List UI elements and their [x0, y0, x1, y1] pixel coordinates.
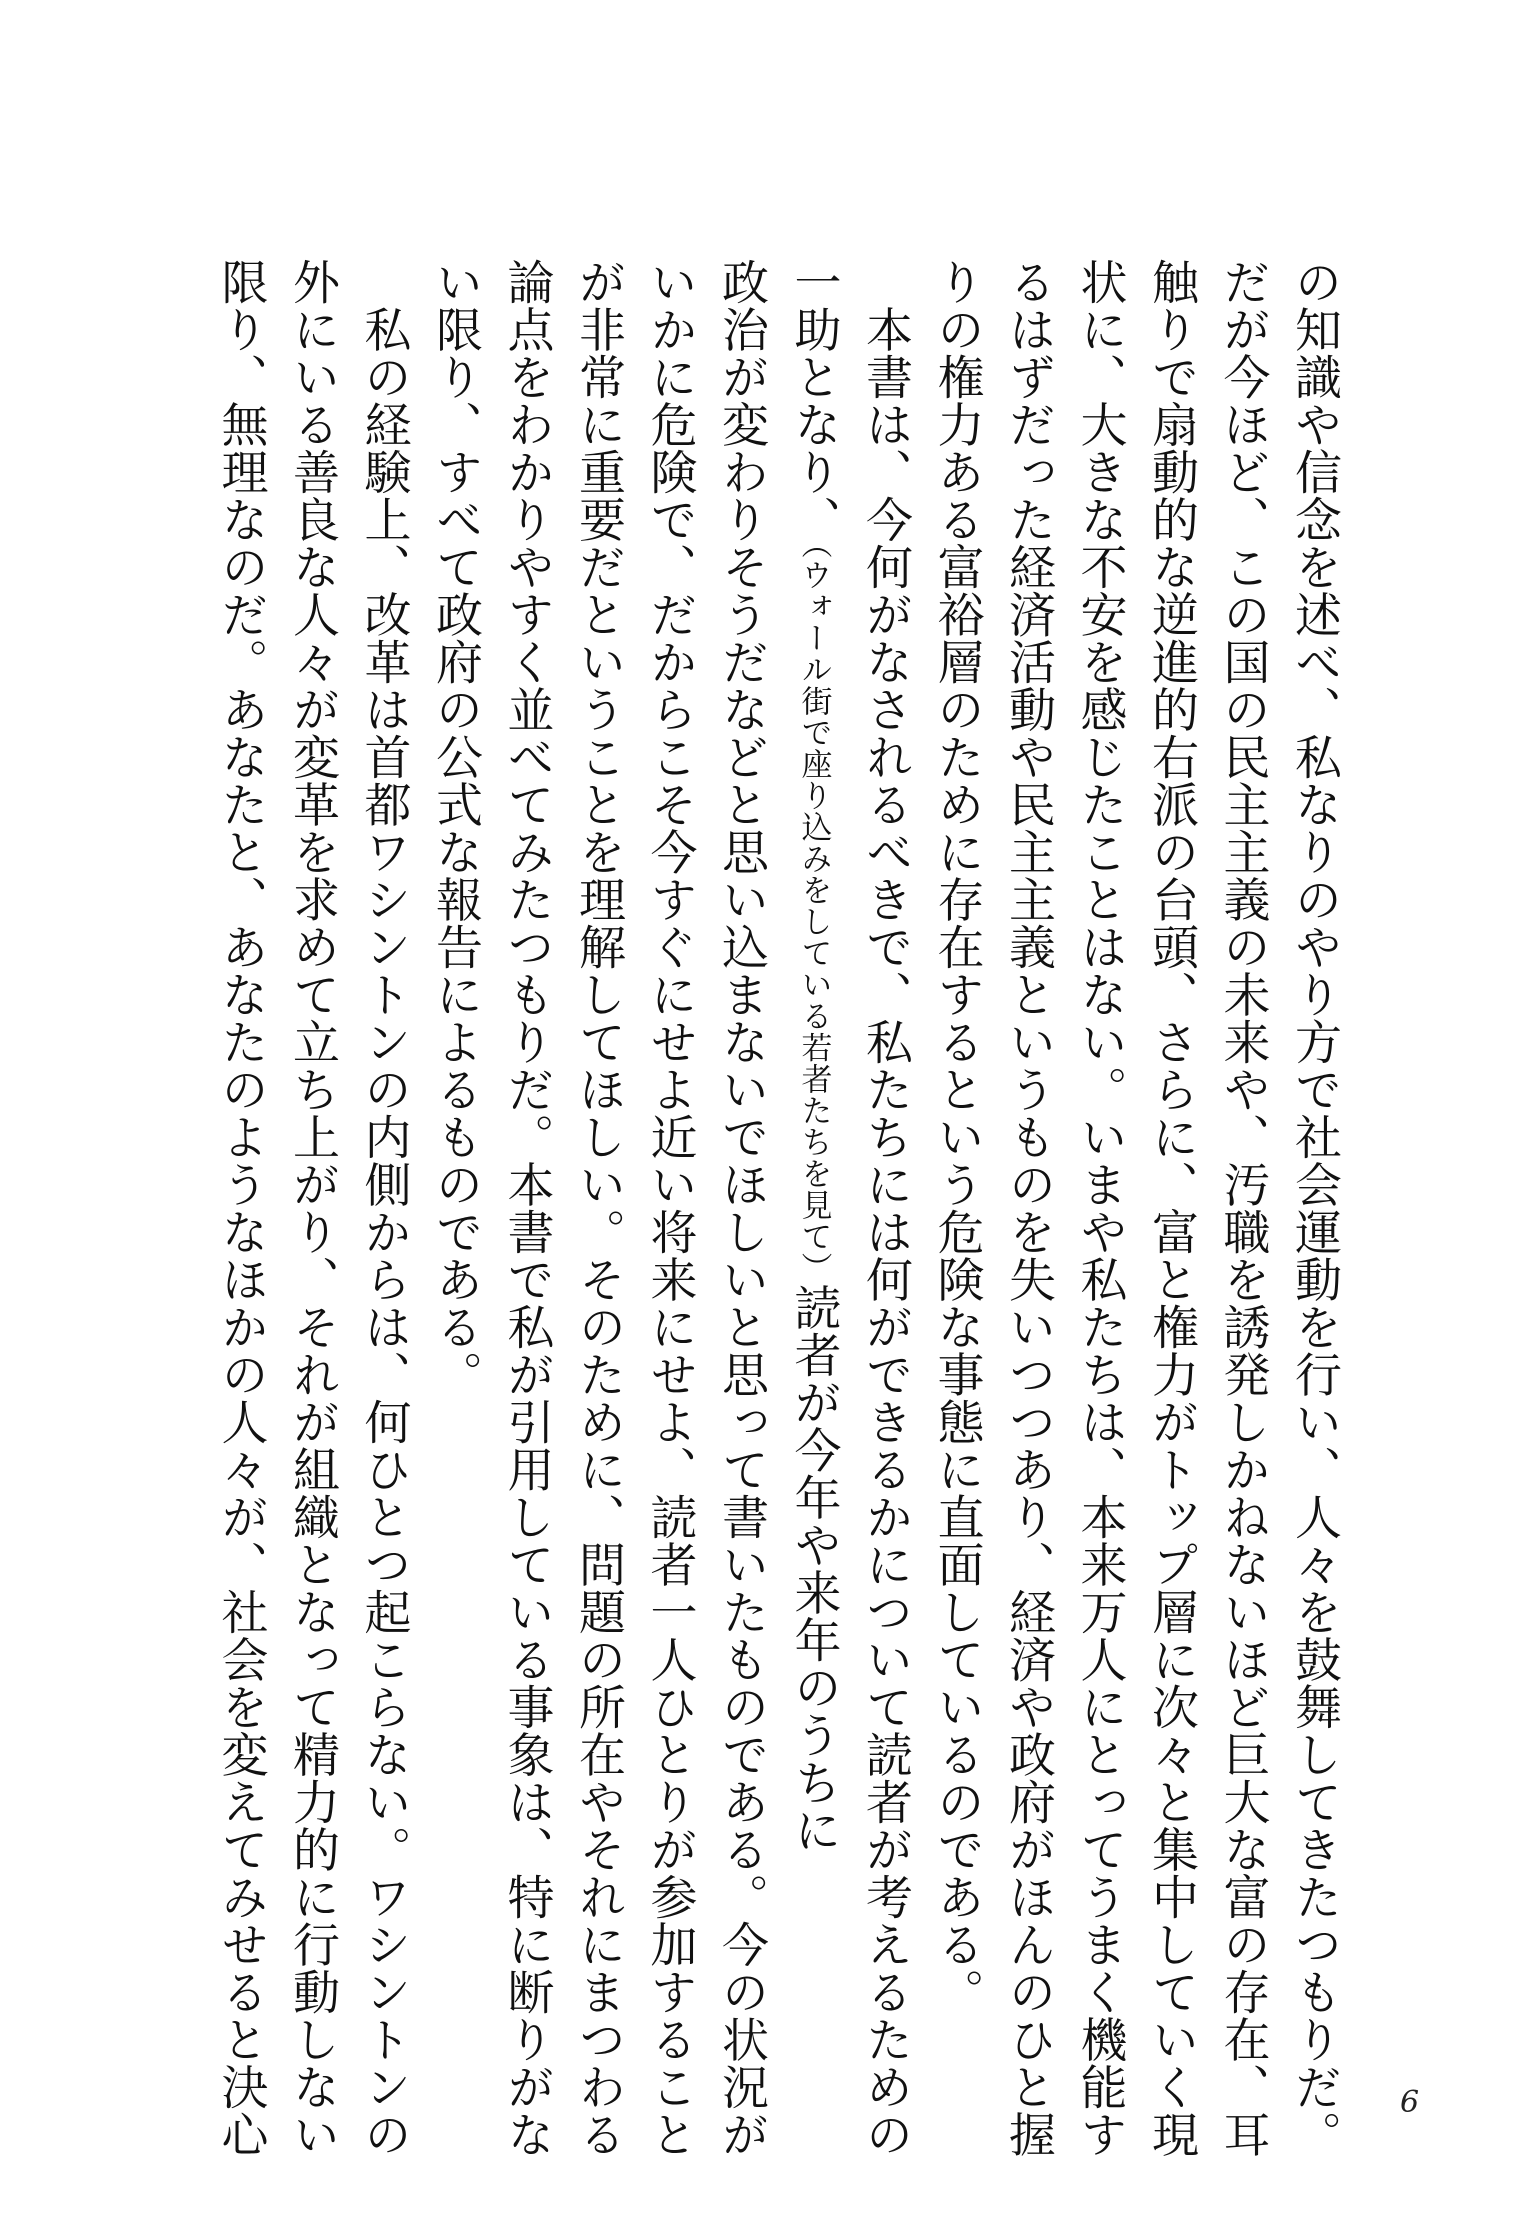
text-line: 本書は、今何がなされるべきで、私たちには何ができるかについて読者が考えるための [858, 258, 913, 2158]
text-line: 外にいる善良な人々が変革を求めて立ち上がり、それが組織となって精力的に行動しない [285, 258, 340, 2158]
text-segment: 一助となり、 [786, 258, 842, 543]
parenthetical-note: （ウォール街で座り込みをしている若者たちを見て） [795, 543, 832, 1284]
text-line: るはずだった経済活動や民主主義というものを失いつつあり、経済や政府がほんのひと握 [1001, 258, 1056, 2158]
text-line: の知識や信念を述べ、私なりのやり方で社会運動を行い、人々を鼓舞してきたつもりだ。 [1287, 258, 1342, 2158]
text-line: 私の経験上、改革は首都ワシントンの内側からは、何ひとつ起こらない。ワシントンの [356, 258, 412, 2158]
text-line: いかに危険で、だからこそ今すぐにせよ近い将来にせよ、読者一人ひとりが参加すること [642, 258, 698, 2158]
text-line: 政治が変わりそうだなどと思い込まないでほしいと思って書いたものである。今の状況が [714, 258, 769, 2158]
text-line: が非常に重要だということを理解してほしい。そのために、問題の所在やそれにまつわる [571, 258, 626, 2158]
text-segment: 読者が今年や来年のうちに [786, 1283, 842, 1854]
text-line-mixed [777, 258, 850, 1948]
page-number: 6 [1400, 2085, 1420, 2120]
text-line: 触りで扇動的な逆進的右派の台頭、さらに、富と権力がトップ層に次々と集中していく現 [1144, 258, 1199, 2158]
text-line: 状に、大きな不安を感じたことはない。いまや私たちは、本来万人にとってうまく機能す [1072, 258, 1128, 2158]
text-line: い限り、すべて政府の公式な報告によるものである。 [428, 258, 483, 1398]
text-line: 限り、無理なのだ。あなたと、あなたのようなほかの人々が、社会を変えてみせると決心 [213, 258, 269, 2158]
text-line: だが今ほど、この国の民主主義の未来や、汚職を誘発しかねないほど巨大な富の存在、耳 [1215, 258, 1271, 2158]
text-line: りの権力ある富裕層のために存在するという危険な事態に直面しているのである。 [929, 258, 985, 2016]
text-line: 論点をわかりやすく並べてみたつもりだ。本書で私が引用している事象は、特に断りがな [499, 258, 555, 2158]
body-text [205, 258, 1350, 2158]
